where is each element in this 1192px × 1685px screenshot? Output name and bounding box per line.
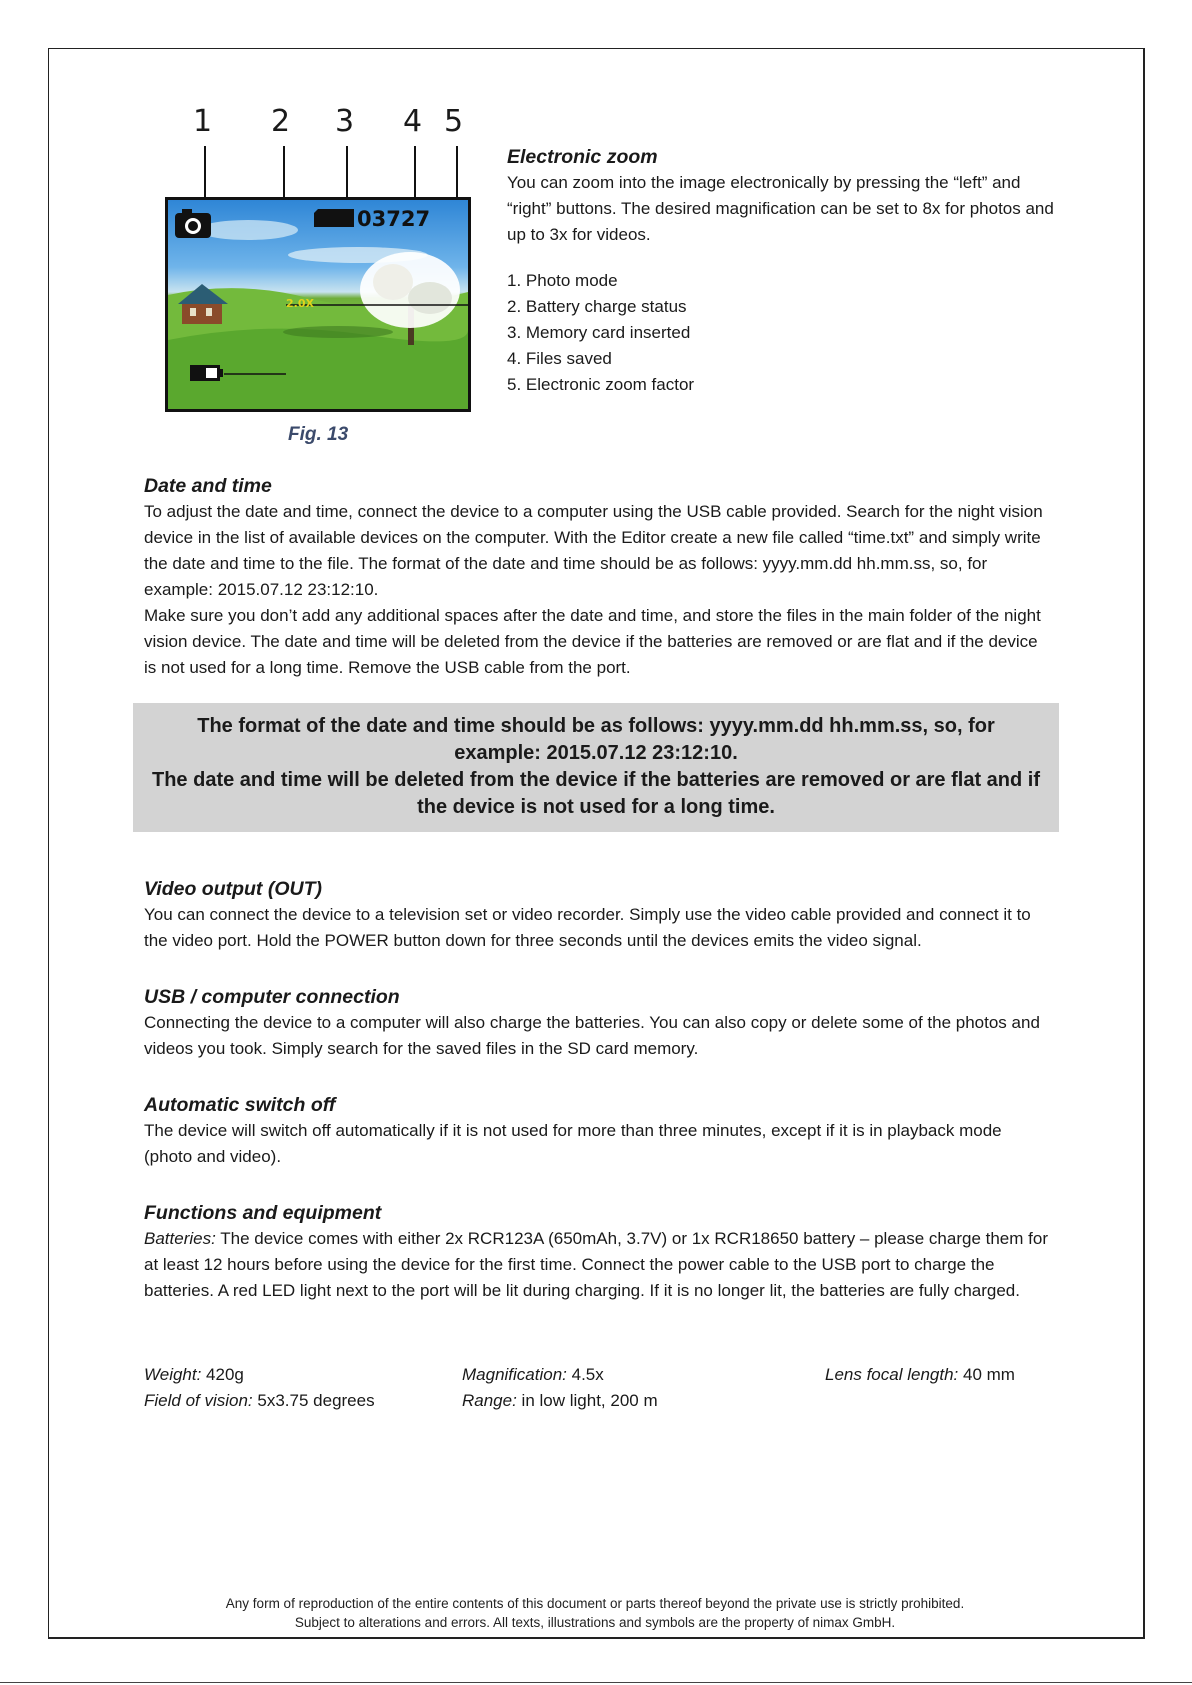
callout-line-3: [346, 146, 348, 200]
figure-caption: Fig. 13: [288, 424, 349, 445]
notice-line-2: The date and time will be deleted from the device if the batteries are removed or are flat and if the device is not used for a long time.: [151, 769, 1041, 818]
video-output-text: You can connect the device to a television set or video recorder. Simply use the video cable provided and connect it to the video port. Hold the POWER button down for three seconds until the devices emits the video signal.: [144, 905, 1031, 950]
files-count: 03727: [357, 207, 431, 231]
list-item: 2. Battery charge status: [507, 297, 687, 316]
callout-number-3: 3: [335, 104, 355, 139]
spec-lens-label: Lens focal length:: [825, 1365, 959, 1384]
page-footer: [48, 1594, 1142, 1632]
auto-off-text: The device will switch off automatically if it is not used for more than three minutes, except if it is in playback mode (photo and video).: [144, 1121, 1002, 1166]
notice-line-1: The format of the date and time should be as follows: yyyy.mm.dd hh.mm.ss, so, for example: 2015.07.12 23:12:10.: [197, 715, 995, 764]
spec-weight-value: 420g: [201, 1365, 244, 1384]
list-item: 5. Electronic zoom factor: [507, 375, 695, 394]
spec-field-of-vision: [144, 1388, 375, 1414]
functions-section: [144, 1200, 1054, 1304]
list-item: 1. Photo mode: [507, 271, 618, 290]
callout-number-5: 5: [444, 104, 464, 139]
date-time-paragraph-2: Make sure you don’t add any additional spaces after the date and time, and store the files in the main folder of the night vision device. The date and time will be deleted from the device if the batteries are removed or are flat and if the device is not used for a long time. Remove the USB cable from the port.: [144, 606, 1041, 677]
video-output-heading: Video output (OUT): [144, 878, 322, 900]
batteries-paragraph: [144, 1226, 1054, 1304]
batteries-label: Batteries:: [144, 1229, 216, 1248]
usb-section: [144, 984, 1054, 1062]
date-time-section: [144, 473, 1054, 681]
zoom-factor-label: 2.0X: [286, 297, 314, 310]
footer-line-1: Any form of reproduction of the entire contents of this document or parts thereof beyond the private use is strictly prohibited.: [225, 1596, 965, 1611]
landscape-scene: [168, 200, 468, 409]
device-display-illustration: [165, 197, 471, 412]
spec-magnification: [462, 1362, 604, 1388]
callout-number-2: 2: [271, 104, 291, 139]
spec-magnification-label: Magnification:: [462, 1365, 567, 1384]
specifications: [144, 1362, 1064, 1422]
date-time-paragraph-1: To adjust the date and time, connect the device to a computer using the USB cable provided. Search for the night vision device in the list of available devices on the computer. With the Editor create a new file called “time.txt” and simply write the date and time to the file. The format of the date and time should be as follows: yyyy.mm.dd hh.mm.ss, so, for example: 2015.07.12 23:12:10.: [144, 502, 1043, 599]
spec-field-value: 5x3.75 degrees: [252, 1391, 375, 1410]
display-legend-list: [507, 268, 907, 398]
callout-number-1: 1: [193, 104, 213, 139]
electronic-zoom-heading: Electronic zoom: [507, 146, 658, 168]
date-time-heading: Date and time: [144, 475, 272, 497]
list-item: 3. Memory card inserted: [507, 323, 691, 342]
electronic-zoom-text: You can zoom into the image electronically by pressing the “left” and “right” buttons. The desired magnification can be set to 8x for photos and up to 3x for videos.: [507, 173, 1054, 244]
functions-heading: Functions and equipment: [144, 1202, 382, 1224]
usb-text: Connecting the device to a computer will also charge the batteries. You can also copy or delete some of the photos and videos you took. Simply search for the saved files in the SD card memory.: [144, 1013, 1040, 1058]
spec-field-label: Field of vision:: [144, 1391, 253, 1410]
usb-heading: USB / computer connection: [144, 986, 400, 1008]
electronic-zoom-section: [507, 144, 1067, 248]
spec-range: [462, 1388, 658, 1414]
page-edge-line: [0, 1682, 1192, 1683]
figure-callout-numbers: [155, 104, 475, 144]
memory-card-icon: [314, 209, 354, 227]
footer-line-2: Subject to alterations and errors. All texts, illustrations and symbols are the property of nimax GmbH.: [294, 1615, 896, 1630]
spec-lens-focal-length: [825, 1362, 1015, 1388]
spec-magnification-value: 4.5x: [566, 1365, 604, 1384]
spec-range-value: in low light, 200 m: [516, 1391, 658, 1410]
callout-number-4: 4: [403, 104, 423, 139]
list-item: 4. Files saved: [507, 349, 612, 368]
spec-weight-label: Weight:: [144, 1365, 202, 1384]
spec-range-label: Range:: [462, 1391, 517, 1410]
auto-off-section: [144, 1092, 1054, 1170]
date-time-notice-box: [133, 703, 1059, 832]
batteries-text: The device comes with either 2x RCR123A (650mAh, 3.7V) or 1x RCR18650 battery – please charge them for at least 12 hours before using the device for the first time. Connect the power cable to the USB port to charge the batteries. A red LED light next to the port will be lit during charging. If it is no longer lit, the batteries are fully charged.: [144, 1229, 1048, 1300]
spec-weight: [144, 1362, 244, 1388]
auto-off-heading: Automatic switch off: [144, 1094, 336, 1116]
camera-icon: [175, 209, 211, 238]
spec-lens-value: 40 mm: [958, 1365, 1015, 1384]
battery-icon: [190, 365, 223, 381]
video-output-section: [144, 876, 1054, 954]
